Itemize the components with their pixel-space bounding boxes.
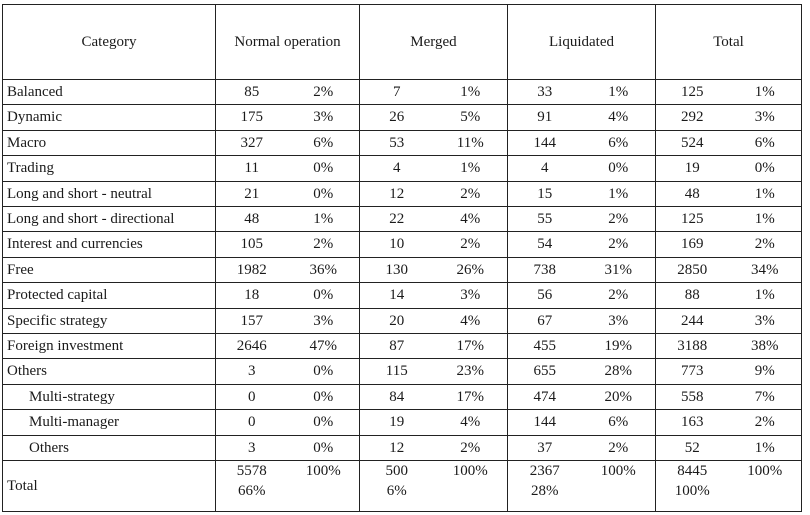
cell-percent: 2% [729, 410, 802, 435]
cell-percent: 4% [434, 308, 508, 333]
cell-percent: 9% [729, 359, 802, 384]
cell-percent: 1% [729, 181, 802, 206]
cell-count: 14 [360, 283, 434, 308]
cell-percent: 23% [434, 359, 508, 384]
cell-percent: 7% [729, 384, 802, 409]
cell-count: 244 [656, 308, 729, 333]
cell-count: 48 [216, 207, 288, 232]
cell-percent: 31% [582, 257, 656, 282]
cell-percent: 0% [288, 156, 360, 181]
cell-count: 3 [216, 435, 288, 460]
cell-count: 558 [656, 384, 729, 409]
row-category-label: Long and short - directional [3, 207, 216, 232]
total-merged-pct: 100% [434, 461, 508, 512]
row-category-label: Multi-manager [3, 410, 216, 435]
cell-percent: 3% [729, 105, 802, 130]
cell-percent: 3% [582, 308, 656, 333]
table-row [3, 80, 802, 105]
cell-count: 524 [656, 130, 729, 155]
cell-count: 67 [508, 308, 582, 333]
table-row [3, 334, 802, 359]
cell-count: 130 [360, 257, 434, 282]
cell-count: 655 [508, 359, 582, 384]
row-category-label: Interest and currencies [3, 232, 216, 257]
cell-percent: 2% [582, 283, 656, 308]
cell-count: 15 [508, 181, 582, 206]
cell-percent: 2% [582, 207, 656, 232]
total-label: Total [3, 461, 216, 512]
cell-percent: 5% [434, 105, 508, 130]
header-normal-operation: Normal operation [216, 5, 360, 80]
cell-count: 2850 [656, 257, 729, 282]
cell-count: 1982 [216, 257, 288, 282]
cell-percent: 0% [729, 156, 802, 181]
cell-count: 455 [508, 334, 582, 359]
table-row [3, 283, 802, 308]
table-row [3, 384, 802, 409]
cell-count: 125 [656, 207, 729, 232]
row-category-label: Specific strategy [3, 308, 216, 333]
row-category-label: Macro [3, 130, 216, 155]
row-category-label: Others [3, 435, 216, 460]
total-merged-count: 500 6% [360, 461, 434, 512]
row-category-label: Foreign investment [3, 334, 216, 359]
cell-count: 56 [508, 283, 582, 308]
cell-count: 125 [656, 80, 729, 105]
header-total: Total [656, 5, 802, 80]
cell-count: 20 [360, 308, 434, 333]
cell-percent: 0% [288, 283, 360, 308]
cell-count: 474 [508, 384, 582, 409]
cell-count: 3 [216, 359, 288, 384]
cell-percent: 0% [288, 359, 360, 384]
cell-percent: 17% [434, 334, 508, 359]
cell-percent: 0% [288, 410, 360, 435]
cell-percent: 26% [434, 257, 508, 282]
cell-percent: 3% [729, 308, 802, 333]
header-liquidated: Liquidated [508, 5, 656, 80]
cell-count: 21 [216, 181, 288, 206]
cell-count: 4 [508, 156, 582, 181]
cell-count: 175 [216, 105, 288, 130]
cell-percent: 2% [288, 80, 360, 105]
cell-count: 48 [656, 181, 729, 206]
total-row [3, 461, 802, 512]
cell-percent: 2% [729, 232, 802, 257]
cell-percent: 3% [288, 308, 360, 333]
cell-count: 0 [216, 384, 288, 409]
cell-count: 105 [216, 232, 288, 257]
cell-count: 55 [508, 207, 582, 232]
cell-count: 169 [656, 232, 729, 257]
cell-percent: 38% [729, 334, 802, 359]
cell-percent: 0% [288, 384, 360, 409]
cell-percent: 6% [288, 130, 360, 155]
fund-category-table [2, 4, 802, 512]
cell-count: 2646 [216, 334, 288, 359]
cell-count: 0 [216, 410, 288, 435]
cell-count: 26 [360, 105, 434, 130]
cell-count: 12 [360, 181, 434, 206]
row-category-label: Dynamic [3, 105, 216, 130]
table-row [3, 232, 802, 257]
cell-percent: 4% [582, 105, 656, 130]
cell-percent: 47% [288, 334, 360, 359]
cell-count: 3188 [656, 334, 729, 359]
cell-count: 12 [360, 435, 434, 460]
total-total-pct: 100% [729, 461, 802, 512]
total-normal-pct: 100% [288, 461, 360, 512]
row-category-label: Long and short - neutral [3, 181, 216, 206]
cell-percent: 1% [434, 80, 508, 105]
cell-percent: 4% [434, 207, 508, 232]
row-category-label: Trading [3, 156, 216, 181]
row-category-label: Multi-strategy [3, 384, 216, 409]
cell-count: 88 [656, 283, 729, 308]
cell-percent: 1% [582, 181, 656, 206]
row-category-label: Protected capital [3, 283, 216, 308]
cell-percent: 3% [434, 283, 508, 308]
cell-count: 10 [360, 232, 434, 257]
total-total-count: 8445 100% [656, 461, 729, 512]
cell-percent: 36% [288, 257, 360, 282]
table-row [3, 257, 802, 282]
table-row [3, 435, 802, 460]
cell-count: 327 [216, 130, 288, 155]
cell-percent: 17% [434, 384, 508, 409]
cell-count: 19 [360, 410, 434, 435]
cell-percent: 2% [288, 232, 360, 257]
cell-percent: 2% [582, 435, 656, 460]
cell-percent: 4% [434, 410, 508, 435]
row-category-label: Free [3, 257, 216, 282]
cell-count: 19 [656, 156, 729, 181]
cell-percent: 2% [434, 181, 508, 206]
cell-count: 292 [656, 105, 729, 130]
cell-count: 157 [216, 308, 288, 333]
cell-count: 53 [360, 130, 434, 155]
header-row [3, 5, 802, 80]
row-category-label: Balanced [3, 80, 216, 105]
cell-count: 37 [508, 435, 582, 460]
table-row [3, 410, 802, 435]
cell-percent: 0% [288, 435, 360, 460]
cell-count: 144 [508, 130, 582, 155]
cell-percent: 11% [434, 130, 508, 155]
cell-count: 115 [360, 359, 434, 384]
cell-percent: 1% [729, 283, 802, 308]
total-liquidated-pct: 100% [582, 461, 656, 512]
cell-percent: 2% [434, 435, 508, 460]
cell-count: 22 [360, 207, 434, 232]
table-row [3, 359, 802, 384]
cell-count: 52 [656, 435, 729, 460]
cell-count: 163 [656, 410, 729, 435]
cell-percent: 1% [729, 435, 802, 460]
cell-percent: 34% [729, 257, 802, 282]
cell-count: 18 [216, 283, 288, 308]
row-category-label: Others [3, 359, 216, 384]
cell-percent: 0% [582, 156, 656, 181]
cell-count: 91 [508, 105, 582, 130]
cell-count: 4 [360, 156, 434, 181]
cell-count: 773 [656, 359, 729, 384]
cell-count: 144 [508, 410, 582, 435]
cell-percent: 2% [434, 232, 508, 257]
cell-percent: 3% [288, 105, 360, 130]
cell-percent: 28% [582, 359, 656, 384]
header-category: Category [3, 5, 216, 80]
total-liquidated-count: 2367 28% [508, 461, 582, 512]
cell-percent: 6% [582, 410, 656, 435]
cell-count: 738 [508, 257, 582, 282]
cell-count: 87 [360, 334, 434, 359]
cell-percent: 0% [288, 181, 360, 206]
cell-percent: 1% [729, 207, 802, 232]
total-normal-count: 5578 66% [216, 461, 288, 512]
table-body [3, 80, 802, 461]
cell-count: 11 [216, 156, 288, 181]
cell-count: 54 [508, 232, 582, 257]
cell-percent: 19% [582, 334, 656, 359]
table-row [3, 181, 802, 206]
cell-count: 84 [360, 384, 434, 409]
cell-percent: 1% [288, 207, 360, 232]
cell-percent: 2% [582, 232, 656, 257]
cell-count: 33 [508, 80, 582, 105]
table-row [3, 105, 802, 130]
cell-count: 85 [216, 80, 288, 105]
header-merged: Merged [360, 5, 508, 80]
cell-percent: 1% [729, 80, 802, 105]
cell-percent: 20% [582, 384, 656, 409]
cell-percent: 6% [582, 130, 656, 155]
table-row [3, 130, 802, 155]
table-row [3, 308, 802, 333]
cell-percent: 1% [582, 80, 656, 105]
table-row [3, 207, 802, 232]
table-row [3, 156, 802, 181]
cell-percent: 6% [729, 130, 802, 155]
cell-count: 7 [360, 80, 434, 105]
cell-percent: 1% [434, 156, 508, 181]
